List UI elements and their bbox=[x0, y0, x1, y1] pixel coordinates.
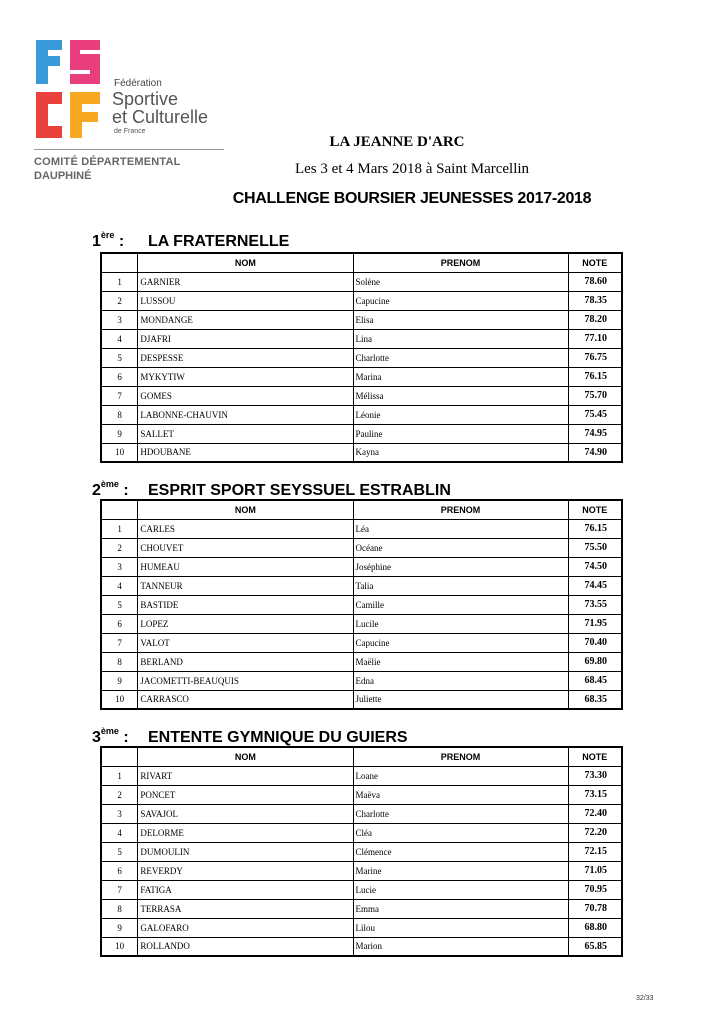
athlete-first-name: Elisa bbox=[353, 310, 568, 329]
athlete-first-name: Edna bbox=[353, 671, 568, 690]
rank-column-header bbox=[101, 747, 138, 766]
logo-de-france-text: de France bbox=[114, 128, 146, 135]
logo-dauphine-text: DAUPHINÉ bbox=[34, 170, 92, 182]
athlete-last-name: BERLAND bbox=[138, 652, 353, 671]
column-header-note: NOTE bbox=[568, 500, 622, 519]
table-header-row bbox=[101, 253, 622, 272]
row-rank: 10 bbox=[101, 937, 138, 956]
table-row bbox=[101, 614, 622, 633]
logo-sportive-text: Sportive et Culturelle bbox=[112, 89, 209, 127]
row-rank: 1 bbox=[101, 766, 138, 785]
row-rank: 9 bbox=[101, 671, 138, 690]
athlete-first-name: Emma bbox=[353, 899, 568, 918]
team-heading bbox=[92, 726, 408, 747]
team-name: ENTENTE GYMNIQUE DU GUIERS bbox=[148, 729, 408, 746]
table-row bbox=[101, 291, 622, 310]
row-rank: 8 bbox=[101, 652, 138, 671]
athlete-last-name: GARNIER bbox=[138, 272, 353, 291]
athlete-score: 74.50 bbox=[568, 557, 622, 576]
athlete-last-name: REVERDY bbox=[138, 861, 353, 880]
results-table bbox=[100, 252, 623, 463]
athlete-last-name: SAVAJOL bbox=[138, 804, 353, 823]
row-rank: 5 bbox=[101, 348, 138, 367]
athlete-score: 68.80 bbox=[568, 918, 622, 937]
row-rank: 1 bbox=[101, 519, 138, 538]
column-header-nom: NOM bbox=[138, 747, 353, 766]
results-table bbox=[100, 499, 623, 710]
athlete-score: 75.45 bbox=[568, 405, 622, 424]
athlete-last-name: LUSSOU bbox=[138, 291, 353, 310]
athlete-score: 74.90 bbox=[568, 443, 622, 462]
column-header-note: NOTE bbox=[568, 747, 622, 766]
team-name: LA FRATERNELLE bbox=[148, 233, 290, 250]
team-name: ESPRIT SPORT SEYSSUEL ESTRABLIN bbox=[148, 482, 451, 499]
athlete-first-name: Kayna bbox=[353, 443, 568, 462]
row-rank: 9 bbox=[101, 918, 138, 937]
athlete-last-name: TERRASA bbox=[138, 899, 353, 918]
row-rank: 2 bbox=[101, 538, 138, 557]
athlete-first-name: Lilou bbox=[353, 918, 568, 937]
athlete-last-name: DJAFRI bbox=[138, 329, 353, 348]
athlete-score: 72.20 bbox=[568, 823, 622, 842]
row-rank: 8 bbox=[101, 899, 138, 918]
athlete-first-name: Camille bbox=[353, 595, 568, 614]
row-rank: 1 bbox=[101, 272, 138, 291]
column-header-nom: NOM bbox=[138, 500, 353, 519]
athlete-score: 78.35 bbox=[568, 291, 622, 310]
results-table bbox=[100, 746, 623, 957]
athlete-last-name: TANNEUR bbox=[138, 576, 353, 595]
row-rank: 4 bbox=[101, 823, 138, 842]
athlete-first-name: Marine bbox=[353, 861, 568, 880]
athlete-score: 70.40 bbox=[568, 633, 622, 652]
table-row bbox=[101, 386, 622, 405]
row-rank: 5 bbox=[101, 842, 138, 861]
row-rank: 2 bbox=[101, 291, 138, 310]
athlete-score: 69.80 bbox=[568, 652, 622, 671]
athlete-first-name: Lina bbox=[353, 329, 568, 348]
athlete-first-name: Léa bbox=[353, 519, 568, 538]
athlete-last-name: DESPESSE bbox=[138, 348, 353, 367]
table-row bbox=[101, 880, 622, 899]
athlete-score: 68.35 bbox=[568, 690, 622, 709]
athlete-first-name: Cléa bbox=[353, 823, 568, 842]
team-rank: 2ème : bbox=[92, 479, 129, 499]
table-row bbox=[101, 937, 622, 956]
athlete-score: 78.60 bbox=[568, 272, 622, 291]
athlete-first-name: Joséphine bbox=[353, 557, 568, 576]
athlete-first-name: Léonie bbox=[353, 405, 568, 424]
athlete-score: 76.15 bbox=[568, 367, 622, 386]
event-date: Les 3 et 4 Mars 2018 à Saint Marcellin bbox=[294, 161, 530, 177]
table-row bbox=[101, 595, 622, 614]
athlete-first-name: Juliette bbox=[353, 690, 568, 709]
athlete-score: 70.78 bbox=[568, 899, 622, 918]
table-row bbox=[101, 690, 622, 709]
athlete-last-name: FATIGA bbox=[138, 880, 353, 899]
table-row bbox=[101, 329, 622, 348]
table-row bbox=[101, 557, 622, 576]
team-rank: 1ère : bbox=[92, 230, 125, 250]
athlete-first-name: Capucine bbox=[353, 633, 568, 652]
athlete-first-name: Pauline bbox=[353, 424, 568, 443]
row-rank: 6 bbox=[101, 861, 138, 880]
athlete-last-name: CHOUVET bbox=[138, 538, 353, 557]
page-number: 32/33 bbox=[636, 995, 654, 1002]
athlete-first-name: Maëva bbox=[353, 785, 568, 804]
athlete-score: 75.50 bbox=[568, 538, 622, 557]
athlete-last-name: DUMOULIN bbox=[138, 842, 353, 861]
table-row bbox=[101, 842, 622, 861]
row-rank: 5 bbox=[101, 595, 138, 614]
athlete-last-name: MONDANGE bbox=[138, 310, 353, 329]
athlete-last-name: GALOFARO bbox=[138, 918, 353, 937]
team-heading bbox=[92, 230, 289, 251]
rank-column-header bbox=[101, 500, 138, 519]
athlete-first-name: Solène bbox=[353, 272, 568, 291]
table-row bbox=[101, 538, 622, 557]
table-row bbox=[101, 443, 622, 462]
athlete-score: 76.15 bbox=[568, 519, 622, 538]
athlete-score: 78.20 bbox=[568, 310, 622, 329]
column-header-prenom: PRENOM bbox=[353, 500, 568, 519]
athlete-last-name: ROLLANDO bbox=[138, 937, 353, 956]
table-header-row bbox=[101, 747, 622, 766]
athlete-last-name: VALOT bbox=[138, 633, 353, 652]
table-row bbox=[101, 899, 622, 918]
table-row bbox=[101, 766, 622, 785]
team-rank: 3ème : bbox=[92, 726, 129, 746]
table-row bbox=[101, 367, 622, 386]
table-row bbox=[101, 861, 622, 880]
row-rank: 6 bbox=[101, 614, 138, 633]
athlete-score: 65.85 bbox=[568, 937, 622, 956]
row-rank: 8 bbox=[101, 405, 138, 424]
team-heading bbox=[92, 479, 451, 500]
row-rank: 6 bbox=[101, 367, 138, 386]
athlete-last-name: LOPEZ bbox=[138, 614, 353, 633]
athlete-score: 74.95 bbox=[568, 424, 622, 443]
athlete-score: 73.15 bbox=[568, 785, 622, 804]
row-rank: 3 bbox=[101, 557, 138, 576]
athlete-first-name: Clémence bbox=[353, 842, 568, 861]
table-header-row bbox=[101, 500, 622, 519]
athlete-last-name: CARLES bbox=[138, 519, 353, 538]
athlete-score: 77.10 bbox=[568, 329, 622, 348]
row-rank: 3 bbox=[101, 310, 138, 329]
athlete-score: 76.75 bbox=[568, 348, 622, 367]
athlete-first-name: Maëlie bbox=[353, 652, 568, 671]
row-rank: 10 bbox=[101, 443, 138, 462]
row-rank: 4 bbox=[101, 576, 138, 595]
column-header-prenom: PRENOM bbox=[353, 253, 568, 272]
athlete-score: 70.95 bbox=[568, 880, 622, 899]
row-rank: 3 bbox=[101, 804, 138, 823]
athlete-score: 68.45 bbox=[568, 671, 622, 690]
athlete-last-name: BASTIDE bbox=[138, 595, 353, 614]
athlete-last-name: SALLET bbox=[138, 424, 353, 443]
table-row bbox=[101, 652, 622, 671]
athlete-score: 73.30 bbox=[568, 766, 622, 785]
table-row bbox=[101, 348, 622, 367]
logo-federation-text: Fédération bbox=[114, 78, 162, 89]
athlete-first-name: Loane bbox=[353, 766, 568, 785]
athlete-last-name: MYKYTIW bbox=[138, 367, 353, 386]
athlete-score: 71.95 bbox=[568, 614, 622, 633]
athlete-last-name: HDOUBANE bbox=[138, 443, 353, 462]
table-row bbox=[101, 671, 622, 690]
table-row bbox=[101, 310, 622, 329]
athlete-score: 73.55 bbox=[568, 595, 622, 614]
row-rank: 9 bbox=[101, 424, 138, 443]
athlete-first-name: Océane bbox=[353, 538, 568, 557]
table-row bbox=[101, 519, 622, 538]
table-row bbox=[101, 804, 622, 823]
table-row bbox=[101, 272, 622, 291]
athlete-score: 74.45 bbox=[568, 576, 622, 595]
athlete-first-name: Charlotte bbox=[353, 804, 568, 823]
row-rank: 2 bbox=[101, 785, 138, 804]
table-row bbox=[101, 823, 622, 842]
athlete-last-name: JACOMETTI-BEAUQUIS bbox=[138, 671, 353, 690]
challenge-title: CHALLENGE BOURSIER JEUNESSES 2017-2018 bbox=[232, 190, 592, 207]
athlete-score: 75.70 bbox=[568, 386, 622, 405]
table-row bbox=[101, 785, 622, 804]
rank-column-header bbox=[101, 253, 138, 272]
athlete-last-name: GOMES bbox=[138, 386, 353, 405]
row-rank: 7 bbox=[101, 386, 138, 405]
table-row bbox=[101, 424, 622, 443]
athlete-last-name: PONCET bbox=[138, 785, 353, 804]
athlete-first-name: Marina bbox=[353, 367, 568, 386]
athlete-last-name: CARRASCO bbox=[138, 690, 353, 709]
table-row bbox=[101, 918, 622, 937]
fscf-logo-mark-icon bbox=[34, 36, 104, 140]
athlete-score: 72.40 bbox=[568, 804, 622, 823]
row-rank: 4 bbox=[101, 329, 138, 348]
table-row bbox=[101, 405, 622, 424]
row-rank: 7 bbox=[101, 633, 138, 652]
athlete-score: 72.15 bbox=[568, 842, 622, 861]
athlete-first-name: Lucile bbox=[353, 614, 568, 633]
athlete-last-name: RIVART bbox=[138, 766, 353, 785]
athlete-last-name: DELORME bbox=[138, 823, 353, 842]
column-header-prenom: PRENOM bbox=[353, 747, 568, 766]
athlete-first-name: Capucine bbox=[353, 291, 568, 310]
logo-comite-text: COMITÉ DÉPARTEMENTAL bbox=[34, 156, 181, 168]
athlete-first-name: Talia bbox=[353, 576, 568, 595]
table-row bbox=[101, 633, 622, 652]
row-rank: 10 bbox=[101, 690, 138, 709]
table-row bbox=[101, 576, 622, 595]
athlete-first-name: Charlotte bbox=[353, 348, 568, 367]
column-header-nom: NOM bbox=[138, 253, 353, 272]
club-title: LA JEANNE D'ARC bbox=[329, 134, 465, 150]
athlete-first-name: Marion bbox=[353, 937, 568, 956]
athlete-last-name: HUMEAU bbox=[138, 557, 353, 576]
column-header-note: NOTE bbox=[568, 253, 622, 272]
row-rank: 7 bbox=[101, 880, 138, 899]
athlete-last-name: LABONNE-CHAUVIN bbox=[138, 405, 353, 424]
athlete-score: 71.05 bbox=[568, 861, 622, 880]
athlete-first-name: Lucie bbox=[353, 880, 568, 899]
athlete-first-name: Mélissa bbox=[353, 386, 568, 405]
